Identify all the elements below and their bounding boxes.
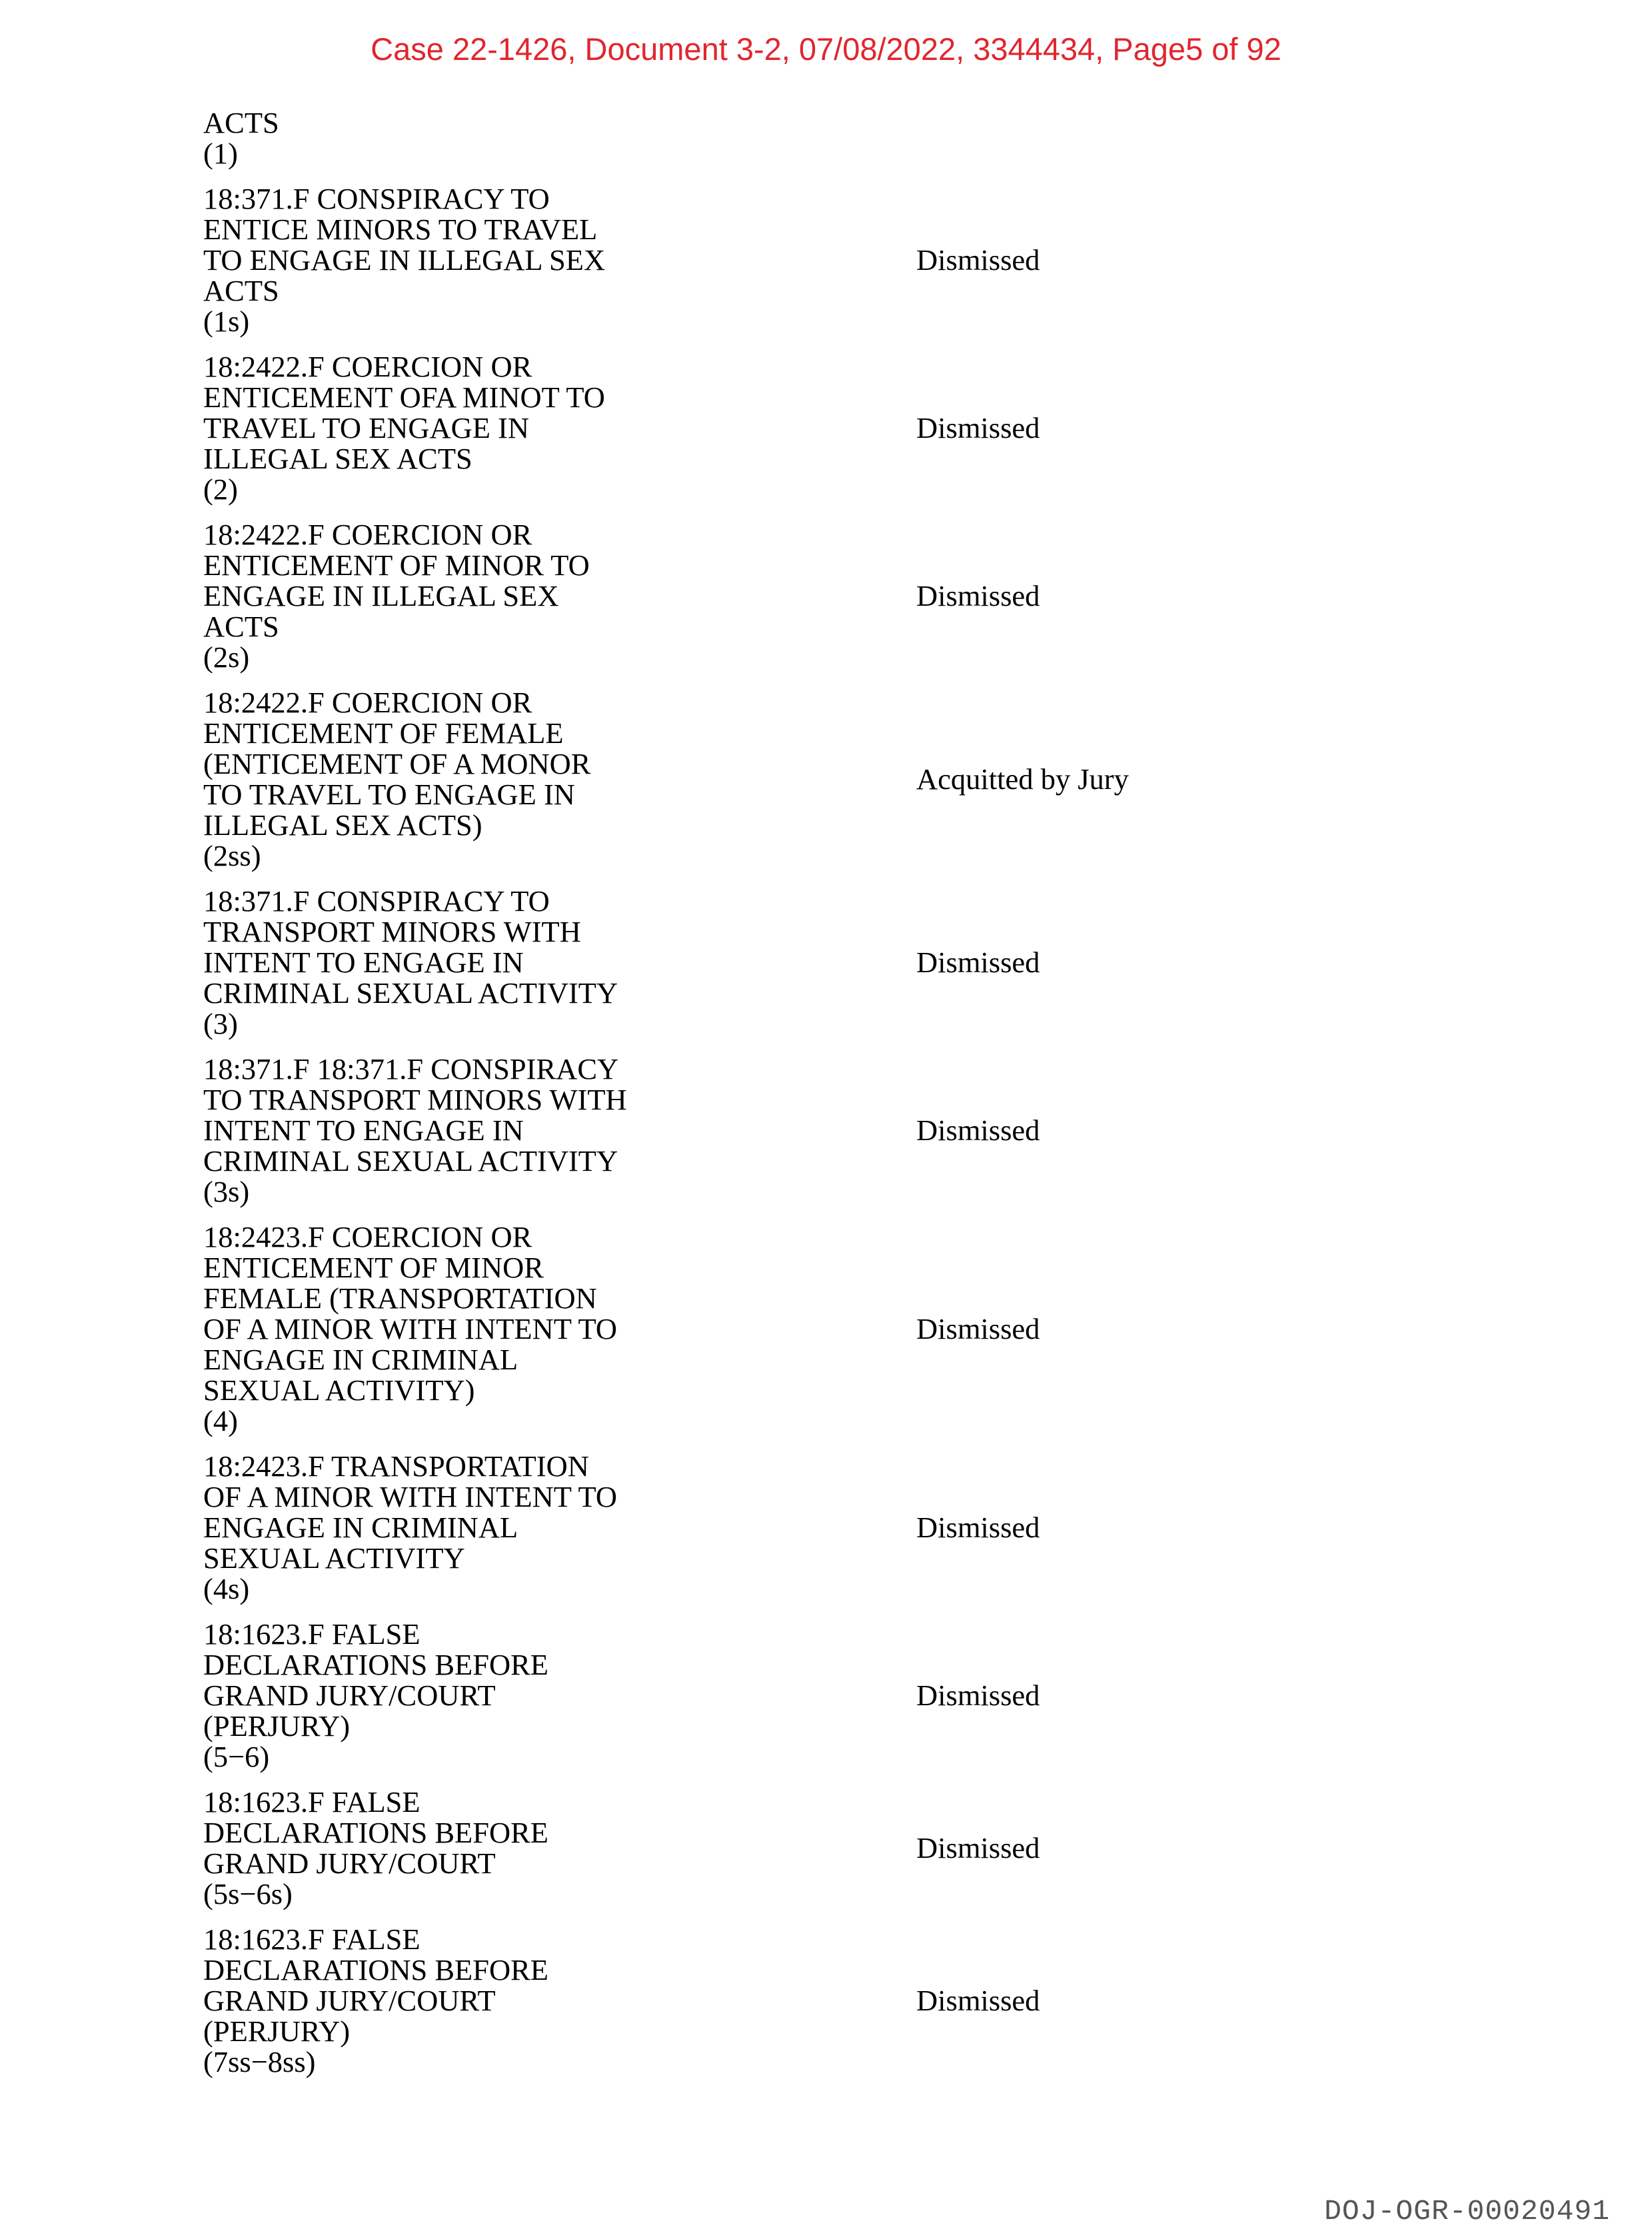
charge-description — [203, 687, 916, 871]
charge-description — [203, 1619, 916, 1772]
charges-list — [203, 107, 1469, 2092]
charge-row — [203, 687, 1469, 871]
charge-line: TO TRANSPORT MINORS WITH — [203, 1083, 627, 1116]
disposition: Dismissed — [916, 1312, 1040, 1345]
charge-line: TRANSPORT MINORS WITH — [203, 915, 581, 948]
charge-row — [203, 351, 1469, 504]
charge-line: 18:2422.F COERCION OR — [203, 350, 532, 383]
case-header: Case 22-1426, Document 3-2, 07/08/2022, 3344434, Page5 of 92 — [371, 31, 1281, 67]
charge-line: CRIMINAL SEXUAL ACTIVITY — [203, 976, 618, 1010]
charge-line: 18:2422.F COERCION OR — [203, 686, 532, 719]
charge-line: OF A MINOR WITH INTENT TO — [203, 1312, 617, 1345]
disposition: Dismissed — [916, 1511, 1040, 1544]
charge-count: (4) — [203, 1404, 238, 1437]
charge-row — [203, 1787, 1469, 1909]
charge-line: ENGAGE IN CRIMINAL — [203, 1343, 518, 1376]
charge-description — [203, 886, 916, 1039]
charge-line: ENGAGE IN CRIMINAL — [203, 1511, 518, 1544]
charge-line: OF A MINOR WITH INTENT TO — [203, 1480, 617, 1513]
charge-description — [203, 183, 916, 337]
charge-count: (2ss) — [203, 839, 261, 872]
charge-description — [203, 1054, 916, 1207]
charge-line: 18:371.F CONSPIRACY TO — [203, 182, 550, 215]
charge-line: 18:2423.F TRANSPORTATION — [203, 1449, 589, 1483]
charge-line: SEXUAL ACTIVITY — [203, 1541, 465, 1575]
charge-line: 18:1623.F FALSE — [203, 1922, 420, 1956]
disposition: Dismissed — [916, 579, 1040, 612]
charge-line: 18:1623.F FALSE — [203, 1785, 420, 1819]
charge-line: DECLARATIONS BEFORE — [203, 1648, 548, 1681]
charge-count: (4s) — [203, 1572, 250, 1605]
charge-line: ENTICEMENT OFA MINOT TO — [203, 380, 605, 414]
charge-line: ENTICEMENT OF MINOR — [203, 1251, 544, 1284]
charge-line: DECLARATIONS BEFORE — [203, 1816, 548, 1849]
charge-line: ACTS — [203, 274, 279, 307]
charge-line: GRAND JURY/COURT — [203, 1847, 496, 1880]
charge-count: (3s) — [203, 1175, 250, 1208]
charge-description — [203, 1451, 916, 1604]
charge-description — [203, 519, 916, 672]
bates-number: DOJ-OGR-00020491 — [1324, 2195, 1610, 2228]
charge-line: (ENTICEMENT OF A MONOR — [203, 747, 591, 780]
charge-description — [203, 1924, 916, 2077]
charge-count: (2s) — [203, 640, 250, 674]
charge-line: ILLEGAL SEX ACTS — [203, 442, 472, 475]
disposition: Dismissed — [916, 1114, 1040, 1147]
charge-line: ENTICEMENT OF FEMALE — [203, 716, 564, 750]
charge-line: 18:371.F 18:371.F CONSPIRACY — [203, 1052, 619, 1086]
charge-line: (PERJURY) — [203, 1709, 351, 1743]
charge-line: TO ENGAGE IN ILLEGAL SEX — [203, 243, 606, 277]
charge-row — [203, 1451, 1469, 1604]
charge-line: SEXUAL ACTIVITY) — [203, 1373, 475, 1407]
charge-description — [203, 107, 916, 169]
charge-row — [203, 1619, 1469, 1772]
charge-row — [203, 886, 1469, 1039]
charge-count: (3) — [203, 1007, 238, 1040]
charge-line: ACTS — [203, 106, 279, 139]
charge-count: (5s−6s) — [203, 1877, 293, 1910]
charge-row — [203, 1054, 1469, 1207]
charge-description — [203, 1221, 916, 1436]
charge-line: GRAND JURY/COURT — [203, 1679, 496, 1712]
charge-line: 18:2422.F COERCION OR — [203, 518, 532, 551]
disposition: Dismissed — [916, 411, 1040, 444]
charge-line: ILLEGAL SEX ACTS) — [203, 808, 482, 842]
disposition: Dismissed — [916, 1984, 1040, 2017]
charge-count: (7ss−8ss) — [203, 2045, 316, 2078]
charge-row — [203, 1221, 1469, 1436]
charge-line: GRAND JURY/COURT — [203, 1984, 496, 2017]
charge-line: INTENT TO ENGAGE IN — [203, 946, 524, 979]
charge-line: INTENT TO ENGAGE IN — [203, 1114, 524, 1147]
charge-line: ENTICEMENT OF MINOR TO — [203, 548, 590, 582]
charge-line: 18:371.F CONSPIRACY TO — [203, 884, 550, 918]
charge-line: ACTS — [203, 610, 279, 643]
charge-row — [203, 1924, 1469, 2077]
charge-line: TRAVEL TO ENGAGE IN — [203, 411, 530, 444]
charge-line: FEMALE (TRANSPORTATION — [203, 1281, 597, 1315]
charge-row — [203, 519, 1469, 672]
charge-line: (PERJURY) — [203, 2014, 351, 2048]
disposition: Acquitted by Jury — [916, 762, 1129, 796]
charge-line: 18:2423.F COERCION OR — [203, 1220, 532, 1253]
disposition: Dismissed — [916, 1679, 1040, 1712]
charge-line: ENGAGE IN ILLEGAL SEX — [203, 579, 559, 612]
charge-line: 18:1623.F FALSE — [203, 1617, 420, 1651]
charge-row — [203, 183, 1469, 337]
charge-line: DECLARATIONS BEFORE — [203, 1953, 548, 1986]
charge-count: (1) — [203, 137, 238, 170]
charge-description — [203, 1787, 916, 1909]
disposition: Dismissed — [916, 1831, 1040, 1864]
charge-line: TO TRAVEL TO ENGAGE IN — [203, 778, 575, 811]
charge-row — [203, 107, 1469, 169]
disposition: Dismissed — [916, 243, 1040, 277]
disposition: Dismissed — [916, 946, 1040, 979]
charge-description — [203, 351, 916, 504]
charge-line: CRIMINAL SEXUAL ACTIVITY — [203, 1144, 618, 1177]
charge-count: (1s) — [203, 305, 250, 338]
charge-line: ENTICE MINORS TO TRAVEL — [203, 213, 598, 246]
charge-count: (5−6) — [203, 1740, 270, 1773]
charge-count: (2) — [203, 472, 238, 506]
